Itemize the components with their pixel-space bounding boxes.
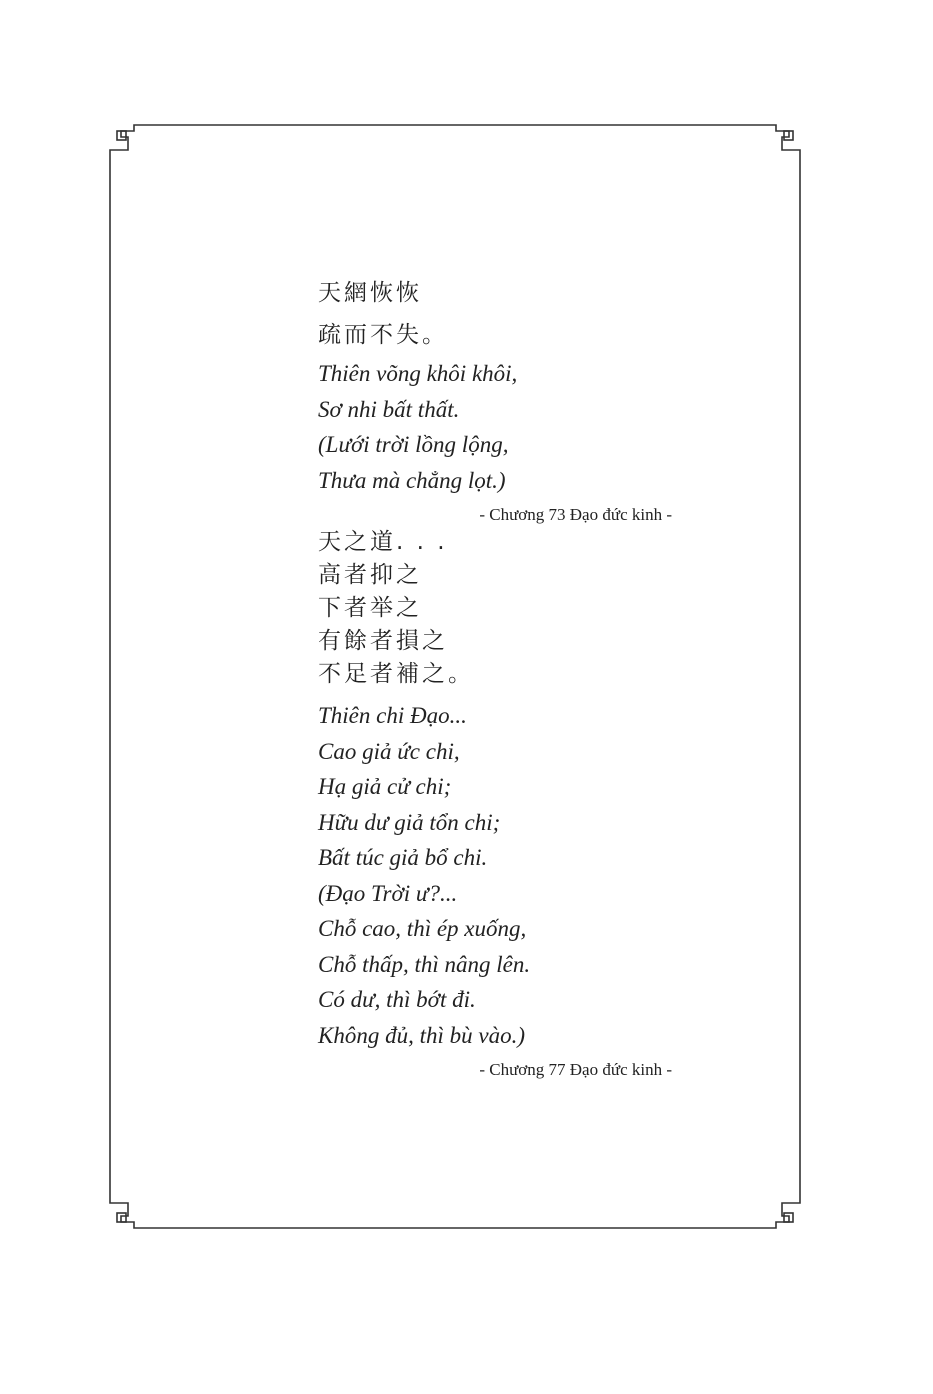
chinese-line: 天之道. . . xyxy=(318,529,448,555)
vietnamese-line: Thiên võng khôi khôi, xyxy=(318,361,518,386)
chinese-line: 有餘者損之 xyxy=(318,628,448,654)
vietnamese-line: Thiên chi Đạo... xyxy=(318,703,467,728)
passage2-vietnamese xyxy=(318,698,530,1053)
vietnamese-line: Thưa mà chẳng lọt.) xyxy=(318,467,506,493)
vietnamese-line: Chỗ cao, thì ép xuống, xyxy=(318,916,527,941)
passage2-chinese xyxy=(318,526,474,691)
vietnamese-line: Có dư, thì bớt đi. xyxy=(318,987,476,1012)
chinese-line: 不足者補之。 xyxy=(318,661,474,687)
passage1-chinese xyxy=(318,272,448,356)
chinese-line: 疏而不失。 xyxy=(318,322,448,348)
vietnamese-line: (Lưới trời lồng lộng, xyxy=(318,432,509,457)
vietnamese-line: Hữu dư giả tổn chi; xyxy=(318,809,501,835)
passage1-vietnamese xyxy=(318,356,517,498)
vietnamese-line: Cao giả ức chi, xyxy=(318,738,460,764)
passage2-source: - Chương 77 Đạo đức kinh - xyxy=(479,1060,672,1079)
vietnamese-line: Bất túc giả bổ chi. xyxy=(318,845,488,870)
vietnamese-line: Không đủ, thì bù vào.) xyxy=(318,1022,525,1048)
passage1-source: - Chương 73 Đạo đức kinh - xyxy=(479,505,672,524)
chinese-line: 天網恢恢 xyxy=(318,280,422,306)
vietnamese-line: Chỗ thấp, thì nâng lên. xyxy=(318,951,531,977)
vietnamese-line: (Đạo Trời ư?... xyxy=(318,880,458,906)
vietnamese-line: Hạ giả cử chi; xyxy=(318,774,452,799)
chinese-line: 高者抑之 xyxy=(318,562,422,588)
chinese-line: 下者举之 xyxy=(318,595,422,621)
vietnamese-line: Sơ nhi bất thất. xyxy=(318,396,460,422)
